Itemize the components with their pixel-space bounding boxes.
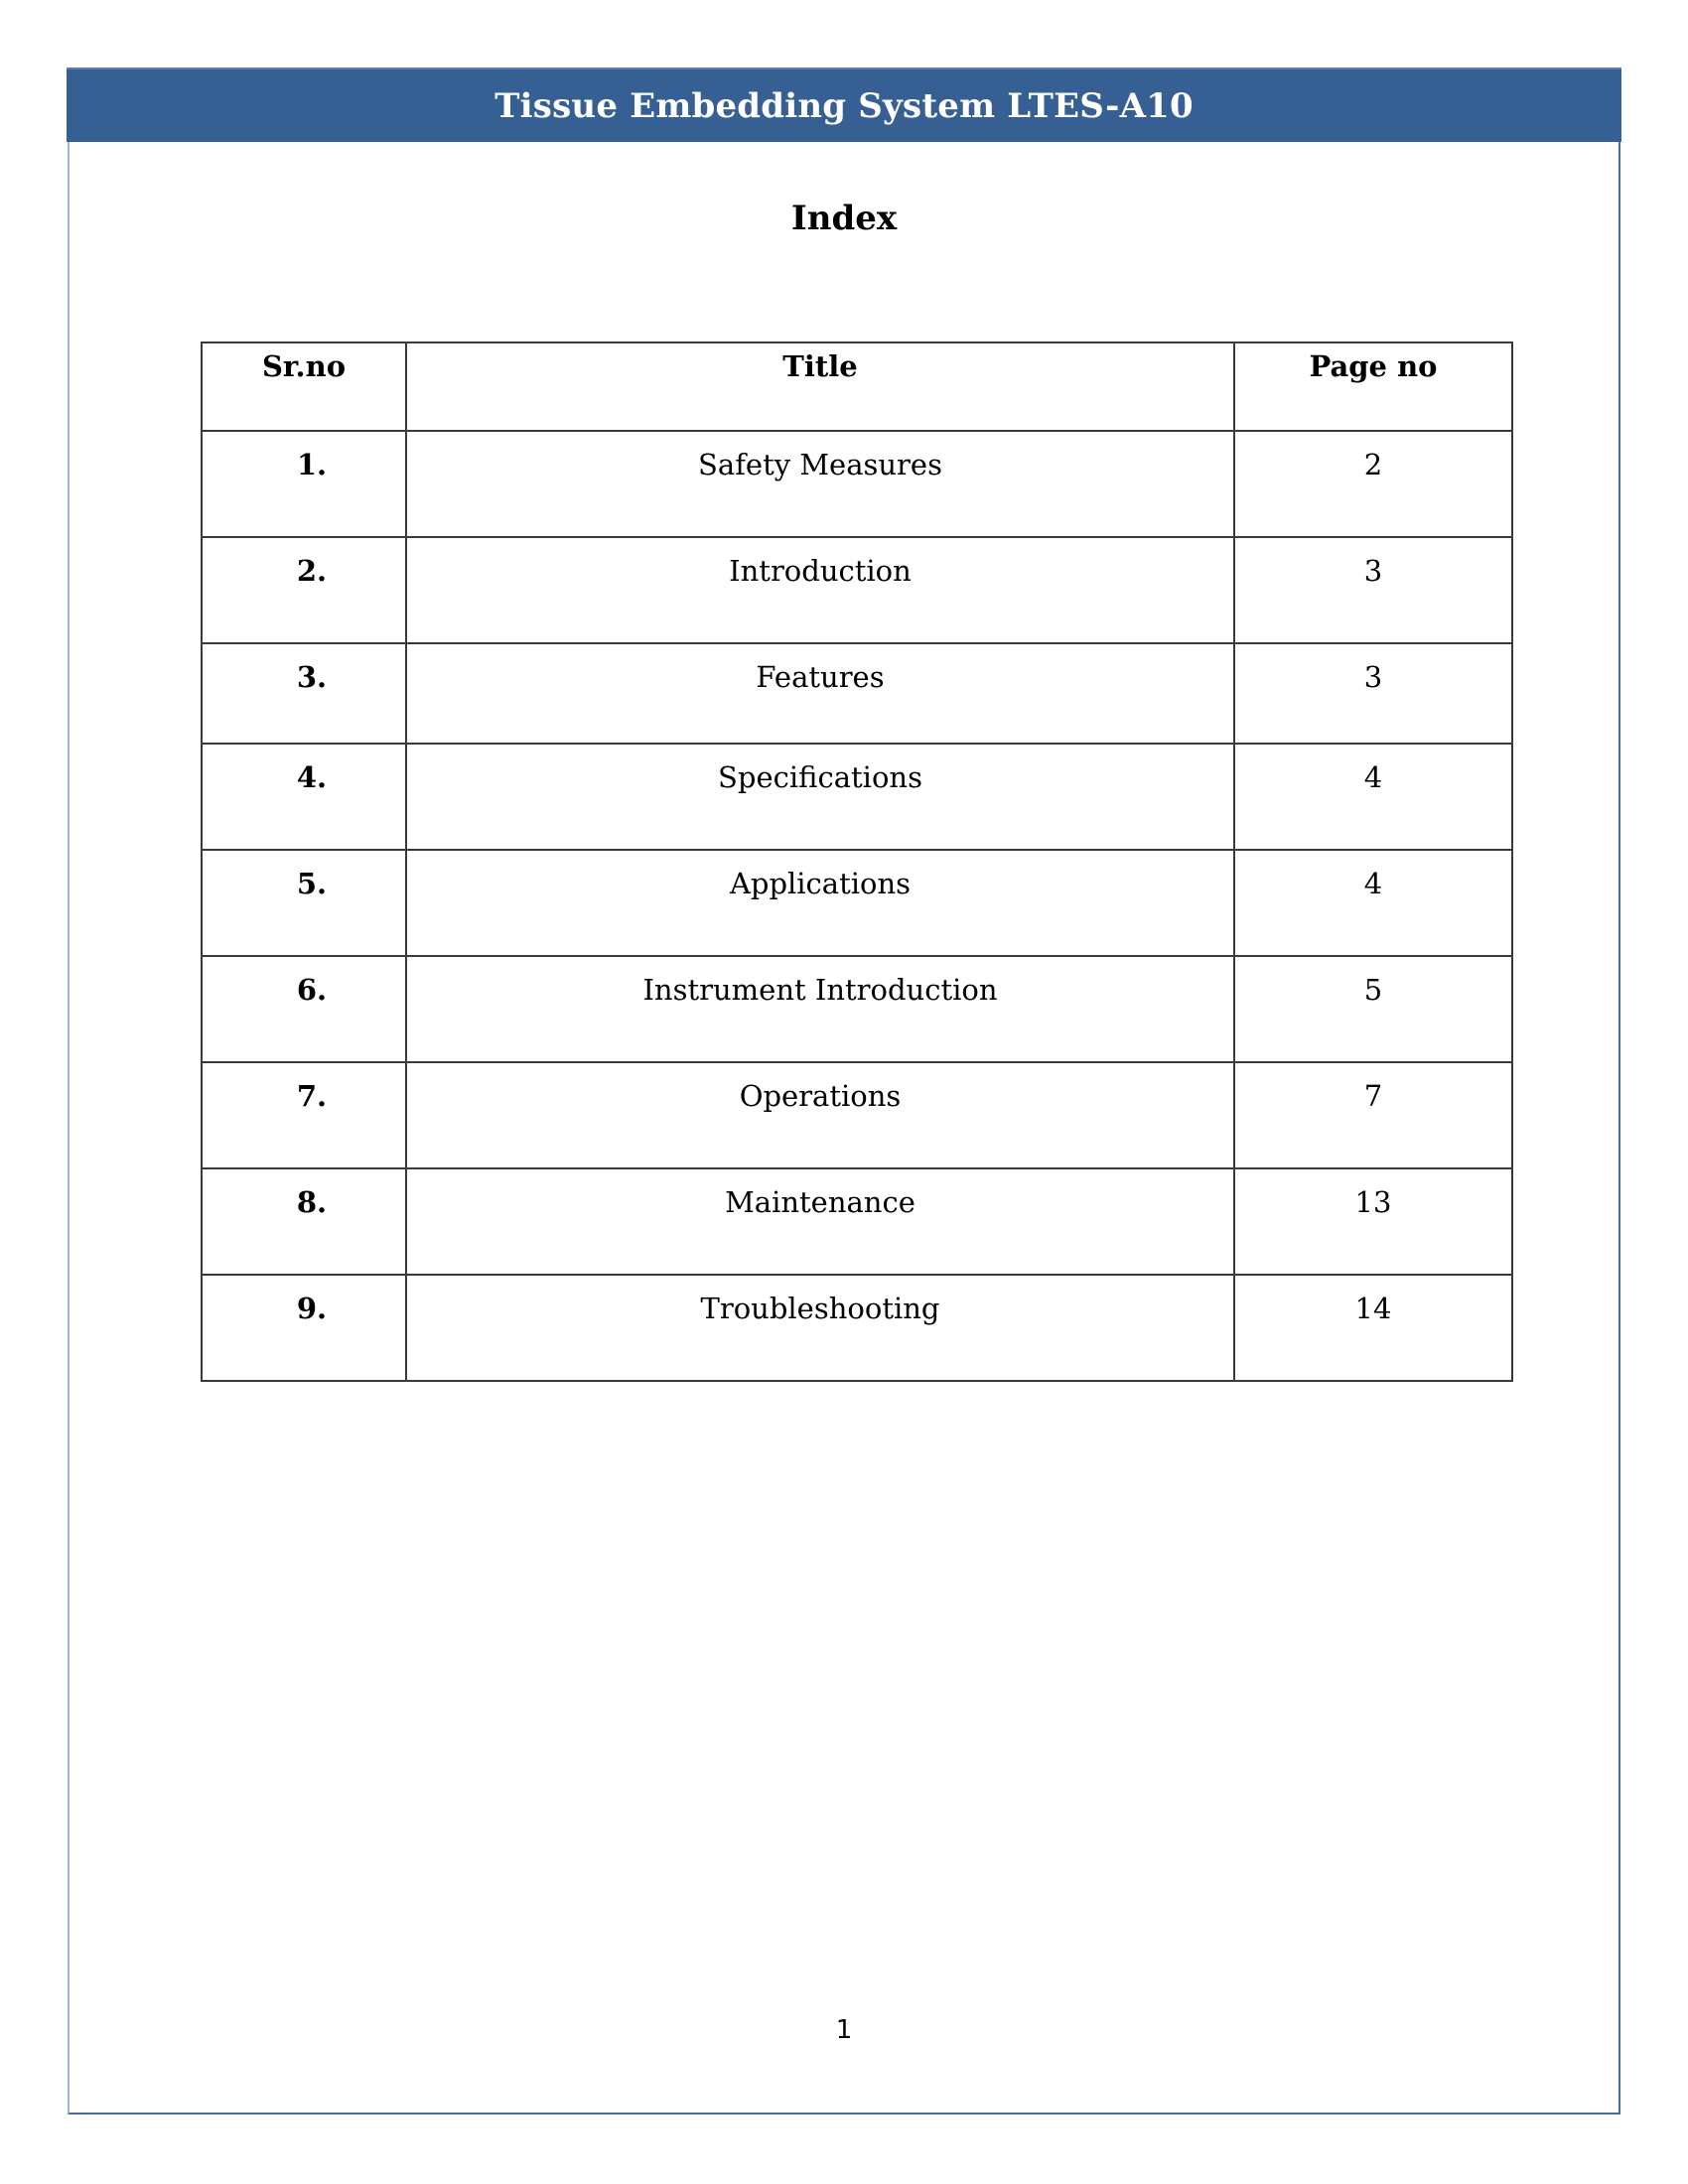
column-header-page: Page no [1234,342,1512,431]
page-number: 1 [835,2015,853,2045]
row-title-link: Specifications [406,744,1234,850]
row-number: 4. [202,744,406,850]
row-number: 9. [202,1275,406,1381]
row-page-number: 13 [1234,1168,1512,1275]
row-page-number: 4 [1234,850,1512,956]
row-number: 8. [202,1168,406,1275]
table-row [202,850,1512,956]
row-number: 2. [202,537,406,643]
row-title-link: Applications [406,850,1234,956]
table-row [202,1062,1512,1168]
row-title-link: Maintenance [406,1168,1234,1275]
row-number: 6. [202,956,406,1062]
row-title-link: Introduction [406,537,1234,643]
row-page-number: 7 [1234,1062,1512,1168]
table-row [202,431,1512,537]
table-row [202,537,1512,643]
row-page-number: 14 [1234,1275,1512,1381]
row-number: 7. [202,1062,406,1168]
row-page-number: 3 [1234,537,1512,643]
row-title-link: Features [406,643,1234,744]
row-number: 1. [202,431,406,537]
index-heading: Index [790,199,898,238]
row-page-number: 3 [1234,643,1512,744]
row-title-link: Safety Measures [406,431,1234,537]
table-row [202,744,1512,850]
row-page-number: 2 [1234,431,1512,537]
column-header-title: Title [406,342,1234,431]
row-number: 5. [202,850,406,956]
header-band [67,68,1621,142]
table-row [202,1168,1512,1275]
row-title-link: Troubleshooting [406,1275,1234,1381]
row-page-number: 4 [1234,744,1512,850]
index-table [201,341,1513,1382]
column-header-srno: Sr.no [202,342,406,431]
row-title-link: Operations [406,1062,1234,1168]
row-page-number: 5 [1234,956,1512,1062]
table-row [202,956,1512,1062]
row-title-link: Instrument Introduction [406,956,1234,1062]
table-row [202,1275,1512,1381]
table-header-row [202,342,1512,431]
document-title: Tissue Embedding System LTES-A10 [494,85,1194,126]
table-row [202,643,1512,744]
row-number: 3. [202,643,406,744]
